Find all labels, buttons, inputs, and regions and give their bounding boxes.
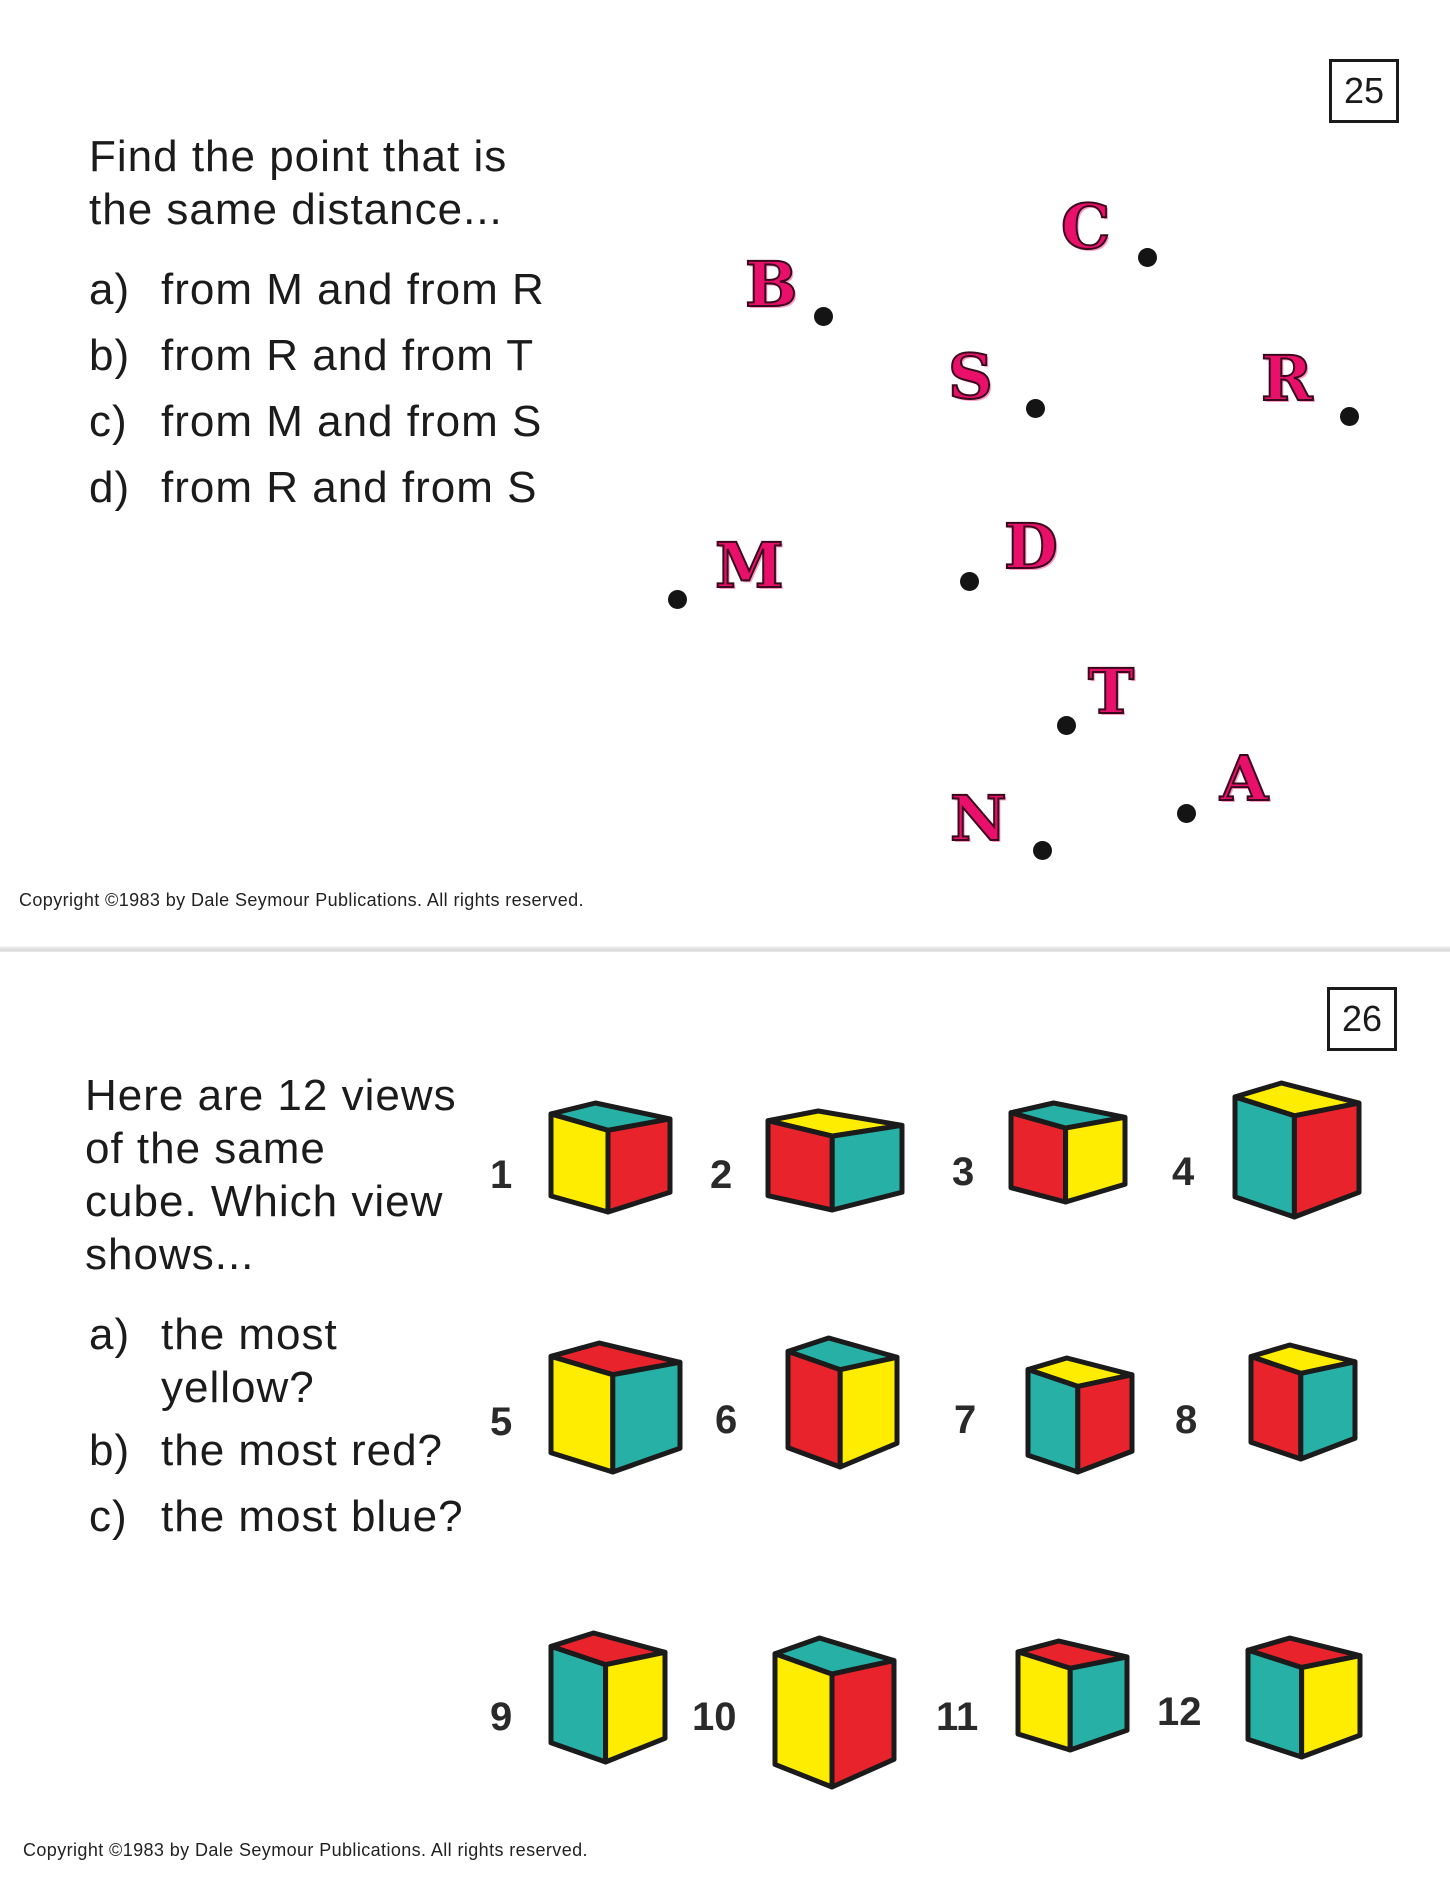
- cube-left-face: [1018, 1652, 1070, 1750]
- cube-number: 3: [952, 1150, 975, 1194]
- cube-left-face: [1248, 1650, 1302, 1757]
- option-label: d): [89, 463, 131, 512]
- option-text: the most red?: [161, 1426, 444, 1475]
- question-line: Find the point that is: [89, 132, 508, 181]
- cube-number: 4: [1172, 1150, 1195, 1194]
- option-text: from M and from R: [161, 265, 545, 314]
- cube-left-face: [1028, 1370, 1078, 1472]
- cube-left-face: [551, 1356, 613, 1472]
- cube-number: 2: [710, 1153, 733, 1197]
- cube-right-face: [1066, 1117, 1125, 1202]
- cube-right-face: [1078, 1375, 1132, 1472]
- question-text: [89, 130, 507, 236]
- question-line: the same distance...: [89, 185, 503, 234]
- cube-right-face: [613, 1362, 680, 1472]
- cube-right-face: [1301, 1362, 1355, 1459]
- option-text: the most blue?: [161, 1492, 464, 1541]
- cube-view-6: [785, 1335, 900, 1470]
- option-label: c): [89, 397, 128, 446]
- point-t: [1057, 716, 1076, 735]
- cube-view-3: [1008, 1100, 1128, 1205]
- point-label-c: C: [1061, 190, 1111, 263]
- option-b: [89, 331, 534, 381]
- cube-number: 8: [1175, 1398, 1198, 1442]
- cube-number: 7: [954, 1398, 977, 1442]
- question-line: shows...: [85, 1230, 255, 1279]
- cube-left-face: [775, 1654, 832, 1787]
- cube-right-face: [1302, 1656, 1360, 1757]
- option-text: [161, 1308, 338, 1414]
- point-n: [1033, 841, 1052, 860]
- cube-view-11: [1015, 1638, 1130, 1753]
- option-b: [89, 1426, 443, 1476]
- question-line: Here are 12 views: [85, 1071, 457, 1120]
- cube-left-face: [1235, 1097, 1294, 1217]
- cube-view-10: [772, 1635, 897, 1790]
- option-c: [89, 397, 542, 447]
- option-line: the most: [161, 1310, 338, 1359]
- point-label-n: N: [950, 782, 1007, 855]
- cube-number: 10: [692, 1695, 737, 1739]
- cube-view-9: [548, 1630, 668, 1765]
- cube-view-2: [765, 1108, 905, 1213]
- cube-right-face: [608, 1119, 670, 1212]
- cube-view-4: [1232, 1080, 1362, 1220]
- point-c: [1138, 248, 1157, 267]
- cube-right-face: [832, 1661, 894, 1787]
- point-label-b: B: [745, 248, 798, 321]
- option-c: [89, 1492, 464, 1542]
- option-a: [89, 1308, 338, 1414]
- point-a: [1177, 804, 1196, 823]
- cube-right-face: [606, 1652, 665, 1762]
- option-text: from M and from S: [161, 397, 543, 446]
- option-label: b): [89, 1426, 131, 1475]
- point-label-r: R: [1261, 342, 1313, 415]
- cube-number: 11: [936, 1695, 979, 1739]
- question-line: of the same: [85, 1124, 326, 1173]
- cube-number: 6: [715, 1398, 738, 1442]
- cube-right-face: [832, 1125, 902, 1210]
- point-s: [1026, 399, 1045, 418]
- point-b: [814, 307, 833, 326]
- option-a: [89, 265, 545, 315]
- cube-right-face: [1070, 1657, 1127, 1750]
- option-text: from R and from S: [161, 463, 538, 512]
- cube-number: 5: [490, 1400, 513, 1444]
- point-label-d: D: [1004, 510, 1058, 583]
- card-number: 26: [1327, 987, 1397, 1051]
- cube-left-face: [1011, 1113, 1066, 1202]
- question-text: [85, 1069, 457, 1281]
- option-line: yellow?: [161, 1363, 315, 1412]
- puzzle-card-26: [0, 952, 1450, 1880]
- card-number: 25: [1329, 59, 1399, 123]
- point-label-s: S: [948, 340, 993, 413]
- option-label: c): [89, 1492, 128, 1541]
- option-d: [89, 463, 537, 513]
- point-label-a: A: [1220, 742, 1269, 815]
- cube-right-face: [1294, 1103, 1359, 1217]
- option-label: a): [89, 1310, 131, 1359]
- cube-right-face: [840, 1357, 897, 1467]
- point-m: [668, 590, 687, 609]
- option-text: from R and from T: [161, 331, 535, 380]
- cube-view-5: [548, 1340, 683, 1475]
- cube-left-face: [551, 1114, 608, 1212]
- cube-left-face: [788, 1351, 840, 1467]
- copyright-text: Copyright ©1983 by Dale Seymour Publications. All rights reserved.: [23, 1840, 588, 1860]
- point-label-t: T: [1088, 655, 1135, 728]
- cube-number: 12: [1157, 1690, 1202, 1734]
- cube-view-1: [548, 1100, 673, 1215]
- point-d: [960, 572, 979, 591]
- cube-view-8: [1248, 1342, 1358, 1462]
- copyright-text: Copyright ©1983 by Dale Seymour Publications. All rights reserved.: [19, 890, 584, 910]
- option-label: a): [89, 265, 131, 314]
- option-label: b): [89, 331, 131, 380]
- cube-view-12: [1245, 1635, 1363, 1760]
- cube-number: 9: [490, 1695, 513, 1739]
- point-label-m: M: [715, 529, 784, 602]
- cube-left-face: [551, 1646, 606, 1762]
- cube-view-7: [1025, 1355, 1135, 1475]
- point-r: [1340, 407, 1359, 426]
- cube-left-face: [1251, 1357, 1301, 1459]
- cube-left-face: [768, 1121, 832, 1210]
- cube-number: 1: [490, 1153, 513, 1197]
- question-line: cube. Which view: [85, 1177, 444, 1226]
